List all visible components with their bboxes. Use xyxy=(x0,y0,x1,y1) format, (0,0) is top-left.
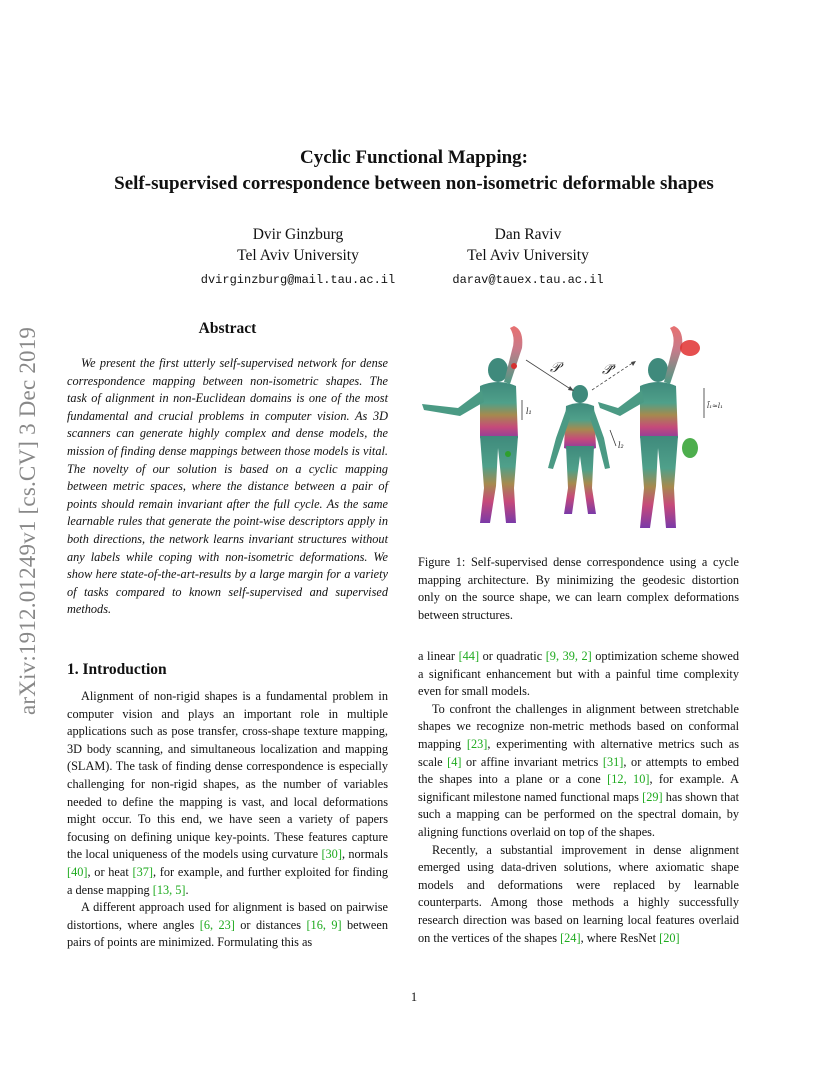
label-l1-approx: l̃₁≈l₁ xyxy=(707,402,723,410)
source-shape xyxy=(422,326,522,523)
citation-link[interactable]: [40] xyxy=(67,864,88,879)
author-block-1 xyxy=(198,224,398,291)
title-line-1: Cyclic Functional Mapping: xyxy=(299,147,528,168)
citation-link[interactable]: [13, 5] xyxy=(152,882,186,897)
text-run: a linear xyxy=(418,649,459,663)
text-run: , normals xyxy=(341,847,389,862)
text-run: A different approach used for alignment is based on pairwise distortions, where angles xyxy=(67,900,388,932)
text-run: . xyxy=(185,882,189,897)
author-email[interactable]: dvirginzburg@mail.tau.ac.il xyxy=(200,273,396,287)
figure-1-caption: Figure 1: Self-supervised dense correspondence using a cycle mapping architecture. By minimizing the geodesic distortion only on the source shape, we can learn complex deformations between structures. xyxy=(418,555,739,622)
figure-1-image xyxy=(418,318,740,540)
citation-link[interactable]: [24] xyxy=(560,930,581,945)
citation-link[interactable]: [30] xyxy=(321,847,342,862)
label-l1: l₁ xyxy=(526,407,532,416)
text-run: or distances xyxy=(234,917,307,932)
author-name: Dvir Ginzburg xyxy=(252,226,344,243)
citation-link[interactable]: [16, 9] xyxy=(306,917,342,932)
text-run: has shown that such a mapping can be performed on the spectral domain, by aligning functions overlaid on top of the shapes. xyxy=(418,789,739,839)
text-run: , or heat xyxy=(87,864,133,879)
abstract-text: We present the first utterly self-supervised network for dense correspondence mapping between non-isometric shapes. The task of alignment in non-Euclidean domains is one of the most fundamental and crucial problems in computer vision. As 3D scanners can generate highly complex and dense models, the mission of finding dense mappings between those models is vital. The novelty of our solution is based on a cyclic mapping between metric spaces, where the distance between a pair of points should remain invariant after the full cycle. As the same learnable rules that generate the point-wise descriptors apply in both directions, the network learns invariant structures without any labels while coping with non-isometric deformations. We show here state-of-the-art-results by a large margin for a variety of tasks compared to known self-supervised and supervised methods. xyxy=(67,356,388,617)
author-affiliation: Tel Aviv University xyxy=(237,247,359,264)
author-email[interactable]: darav@tauex.tau.ac.il xyxy=(452,273,604,287)
title-line-2: Self-supervised correspondence between non-isometric deformable shapes xyxy=(114,173,714,194)
paper-title xyxy=(0,145,828,197)
text-run: between pairs of points are minimized. Formulating this as xyxy=(67,917,388,950)
text-run: , or attempts to embed the shapes into a plane or a cone xyxy=(418,754,739,787)
text-run: optimization scheme showed a significant enhancement but with a painful time complexity even for small models. xyxy=(418,649,739,699)
text-run: , where ResNet xyxy=(580,930,660,945)
label-p-tilde: 𝒫̃ xyxy=(602,362,613,378)
text-run: , experimenting with alternative metrics such as scale xyxy=(418,736,739,769)
section-heading-introduction: 1. Introduction xyxy=(67,661,167,678)
intro-column-right xyxy=(418,648,739,947)
abstract-heading: Abstract xyxy=(198,320,257,337)
right-paragraph-0 xyxy=(418,648,739,701)
arxiv-stamp: arXiv:1912.01249v1 [cs.CV] 3 Dec 2019 xyxy=(15,326,40,715)
right-paragraph-1 xyxy=(418,701,739,842)
text-run: Recently, a substantial improvement in dense alignment emerged using data-driven solutions, where axiomatic shape models and deformations were replaced by learnable counterparts. Among those methods a highly successfully research direction was based on learning local features overlaid on the vertices of the shapes xyxy=(418,842,739,945)
citation-link[interactable]: [12, 10] xyxy=(607,772,650,787)
intro-paragraph-1 xyxy=(67,688,388,899)
text-run: To confront the challenges in alignment between stretchable shapes we recognize non-metric methods based on conformal mapping xyxy=(418,701,739,751)
intro-paragraph-2 xyxy=(67,899,388,952)
text-run: or quadratic xyxy=(479,649,546,663)
citation-link[interactable]: [23] xyxy=(466,736,488,751)
citation-link[interactable]: [9, 39, 2] xyxy=(545,649,592,663)
citation-link[interactable]: [37] xyxy=(132,864,153,879)
mapped-shape xyxy=(598,326,704,528)
text-run: or affine invariant metrics xyxy=(461,754,603,769)
citation-link[interactable]: [29] xyxy=(642,789,663,804)
intro-column-left xyxy=(67,688,388,952)
text-run: Alignment of non-rigid shapes is a fundamental problem in computer vision and plays an important role in multiple applications such as pose transfer, cross-shape texture mapping, 3D body scanning, and simultaneous localization and mapping (SLAM). The task of finding dense correspondence is especially challenging for non-rigid shapes, as the number of variables needed to define the mapping is vast, and local deformations might occur. To this end, we have seen a variety of papers focusing on defining unique key-points. These features capture the local uniqueness of the models using curvature xyxy=(67,689,388,862)
citation-link[interactable]: [31] xyxy=(602,754,624,769)
label-p: 𝒫 xyxy=(550,360,561,376)
text-run: , for example, and further exploited for finding a dense mapping xyxy=(67,864,388,897)
citation-link[interactable]: [6, 23] xyxy=(199,917,235,932)
author-block-2 xyxy=(428,224,628,291)
text-run: , for example. A significant milestone named functional maps xyxy=(418,772,739,804)
author-name: Dan Raviv xyxy=(494,226,562,243)
author-affiliation: Tel Aviv University xyxy=(467,247,589,264)
page-number: 1 xyxy=(410,990,418,1004)
right-paragraph-2 xyxy=(418,842,739,948)
citation-link[interactable]: [4] xyxy=(447,754,462,769)
citation-link[interactable]: [20] xyxy=(659,930,680,945)
citation-link[interactable]: [44] xyxy=(458,649,480,663)
label-l2: l₂ xyxy=(618,441,624,450)
